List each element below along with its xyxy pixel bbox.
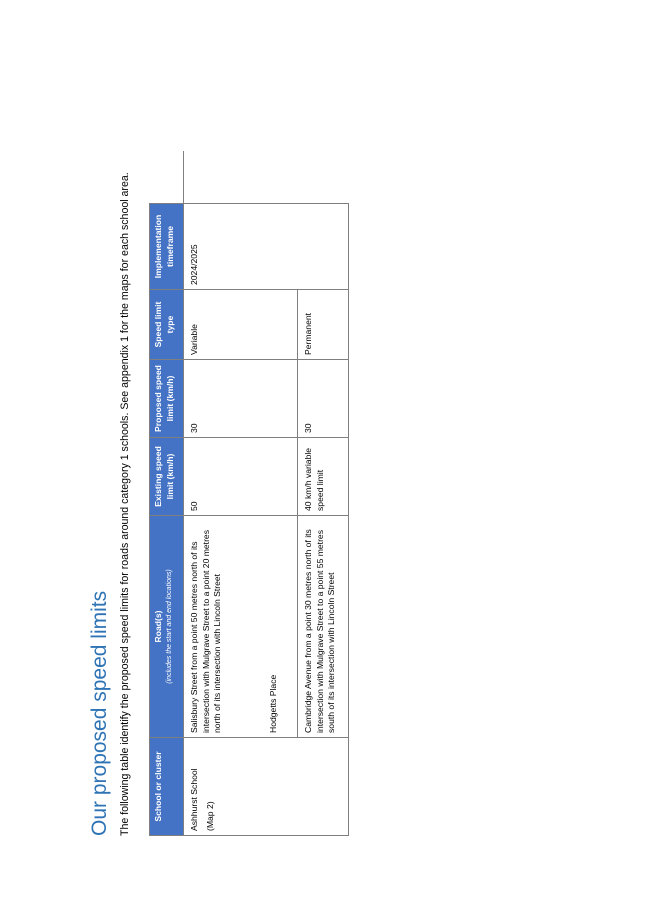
- header-type: Speed limit type: [150, 290, 184, 360]
- header-roads: [150, 516, 184, 738]
- header-roads-sub: (includes the start and end locations): [165, 569, 173, 684]
- empty-cell: [184, 152, 349, 204]
- existing-cell: 40 km/h variable speed limit: [298, 438, 349, 516]
- timeframe-cell: 2024/2025: [184, 204, 349, 290]
- header-empty: [150, 152, 184, 204]
- road-text: Salisbury Street from a point 50 metres north of its intersection with Mulgrave Street to a point 20 metres north of its intersection with Lincoln Street: [189, 529, 222, 733]
- page-title: Our proposed speed limits: [88, 590, 111, 836]
- header-roads-label: Road(s): [153, 610, 163, 643]
- proposed-cell: 30: [184, 360, 298, 438]
- school-cell: [184, 738, 349, 836]
- existing-cell: 50: [184, 438, 298, 516]
- road-cell: [184, 516, 298, 738]
- table-row: [184, 152, 298, 836]
- header-proposed: Proposed speed limit (km/h): [150, 360, 184, 438]
- road-extra-text: Hodgetts Place: [267, 674, 278, 733]
- table-header-row: [150, 152, 184, 836]
- type-cell: Permanent: [298, 290, 349, 360]
- intro-paragraph: The following table identify the proposed speed limits for roads around category 1 schools. See appendix 1 for the maps for each school area.: [119, 172, 131, 836]
- road-cell: Cambridge Avenue from a point 30 metres north of its intersection with Mulgrave Street to a point 55 metres south of its intersection with Lincoln Street: [298, 516, 349, 738]
- proposed-cell: 30: [298, 360, 349, 438]
- header-timeframe: Implementation timeframe: [150, 204, 184, 290]
- rotated-page-content: [88, 146, 348, 836]
- header-existing: Existing speed limit (km/h): [150, 438, 184, 516]
- school-name: Ashhurst School: [189, 768, 199, 831]
- school-map: (Map 2): [204, 801, 215, 831]
- header-school: School or cluster: [150, 738, 184, 836]
- type-cell: Variable: [184, 290, 298, 360]
- speed-limits-table: [149, 152, 349, 837]
